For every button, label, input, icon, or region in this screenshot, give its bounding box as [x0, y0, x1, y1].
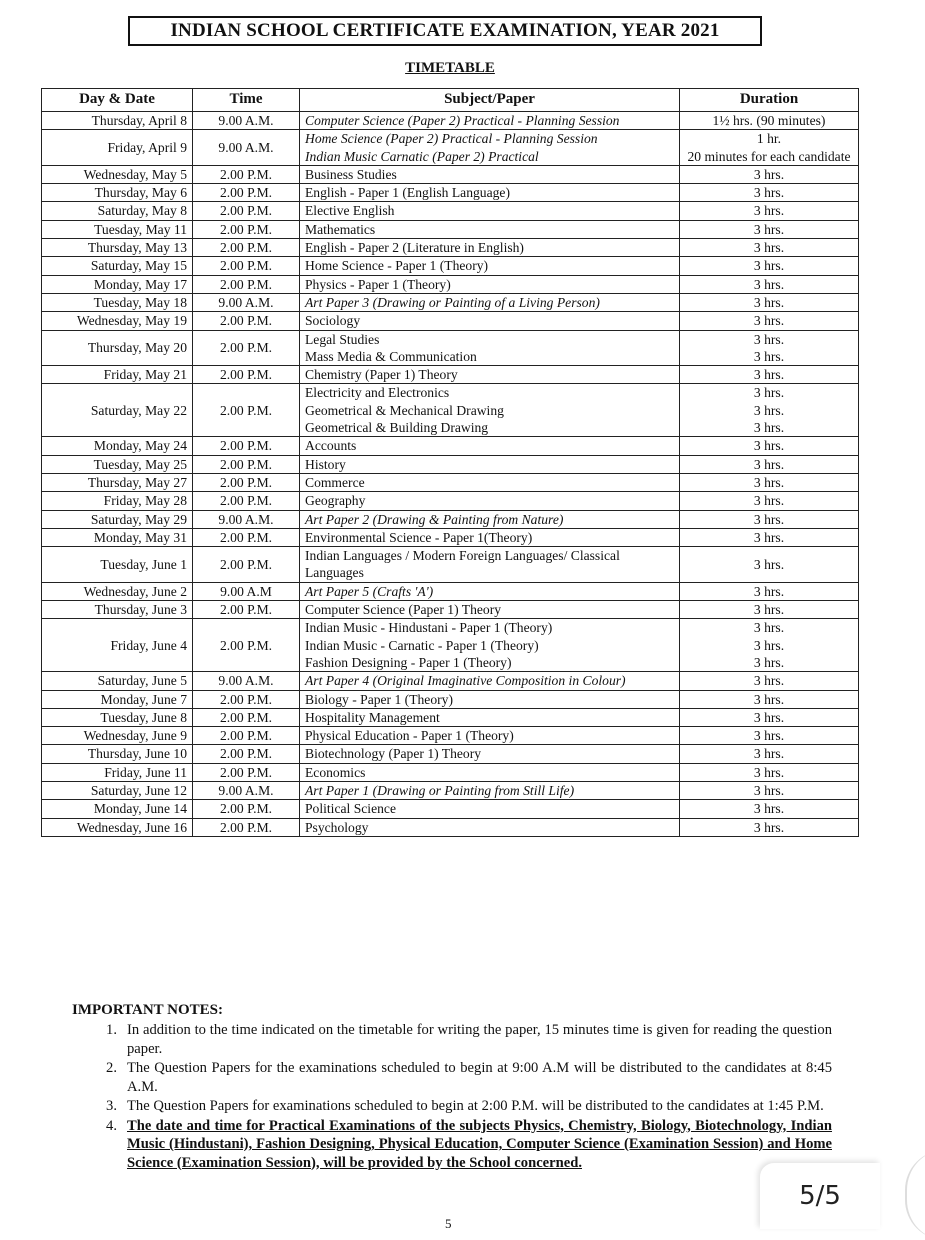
subject-line: Psychology [305, 819, 369, 835]
duration-line: 3 hrs. [753, 294, 785, 310]
cell-day-date: Thursday, May 20 [42, 330, 193, 366]
table-row [42, 384, 859, 437]
page-counter: 5/5 [760, 1163, 880, 1229]
table-row [42, 800, 859, 818]
subject-line: Home Science (Paper 2) Practical - Planning Session [305, 131, 598, 147]
cell-subject [300, 690, 680, 708]
note-text: In addition to the time indicated on the timetable for writing the paper, 15 minutes time is given for reading the question paper. [127, 1022, 832, 1057]
cell-day-date: Friday, April 9 [42, 130, 193, 166]
duration-line: 3 hrs. [753, 420, 785, 436]
duration-line: 3 hrs. [753, 474, 785, 490]
cell-duration [680, 239, 859, 257]
cell-day-date: Monday, May 31 [42, 528, 193, 546]
subject-line: Geography [305, 493, 366, 509]
note-text: The Question Papers for examinations scheduled to begin at 2:00 P.M. will be distributed to the candidates at 1:45 P.M. [127, 1098, 824, 1114]
note-text: The Question Papers for the examinations scheduled to begin at 9:00 A.M will be distributed to the candidates at 8:45 A.M. [127, 1060, 832, 1095]
subject-line: Art Paper 4 (Original Imaginative Composition in Colour) [305, 673, 626, 689]
cell-subject [300, 708, 680, 726]
subject-line: Economics [305, 764, 366, 780]
duration-line: 3 hrs. [753, 385, 785, 401]
cell-time: 2.00 P.M. [193, 384, 300, 437]
subject-line: Sociology [305, 313, 361, 329]
table-row [42, 112, 859, 130]
cell-time: 2.00 P.M. [193, 690, 300, 708]
cell-day-date: Wednesday, June 2 [42, 582, 193, 600]
cell-day-date: Tuesday, May 11 [42, 220, 193, 238]
cell-duration [680, 112, 859, 130]
table-row [42, 437, 859, 455]
cell-day-date: Thursday, May 27 [42, 473, 193, 491]
cell-subject [300, 239, 680, 257]
duration-line: 3 hrs. [753, 654, 785, 670]
duration-line: 3 hrs. [753, 709, 785, 725]
duration-line: 3 hrs. [753, 529, 785, 545]
cell-day-date: Monday, June 14 [42, 800, 193, 818]
cell-duration [680, 202, 859, 220]
duration-line: 3 hrs. [753, 782, 785, 798]
subject-line: Elective English [305, 203, 395, 219]
table-header-row [42, 89, 859, 112]
table-row [42, 619, 859, 672]
cell-time: 2.00 P.M. [193, 202, 300, 220]
table-row [42, 601, 859, 619]
table-row [42, 202, 859, 220]
subject-line: Accounts [305, 438, 357, 454]
cell-time: 9.00 A.M. [193, 112, 300, 130]
cell-subject [300, 165, 680, 183]
cell-time: 2.00 P.M. [193, 330, 300, 366]
cell-subject [300, 455, 680, 473]
notes-list [72, 1021, 832, 1172]
table-row [42, 293, 859, 311]
cell-subject [300, 312, 680, 330]
cell-time: 2.00 P.M. [193, 601, 300, 619]
cell-duration [680, 528, 859, 546]
cell-subject [300, 437, 680, 455]
subject-line: Environmental Science - Paper 1(Theory) [305, 529, 533, 545]
table-row [42, 257, 859, 275]
duration-line: 1½ hrs. (90 minutes) [712, 113, 826, 128]
table-row [42, 492, 859, 510]
cell-day-date: Thursday, June 3 [42, 601, 193, 619]
viewer-edge [905, 1150, 925, 1240]
cell-time: 2.00 P.M. [193, 619, 300, 672]
cell-duration [680, 366, 859, 384]
subject-line: Indian Music - Hindustani - Paper 1 (Theory) [305, 620, 553, 636]
cell-duration [680, 745, 859, 763]
cell-day-date: Monday, June 7 [42, 690, 193, 708]
duration-line: 3 hrs. [753, 258, 785, 274]
document-title: INDIAN SCHOOL CERTIFICATE EXAMINATION, YEAR 2021 [128, 16, 762, 46]
table-row [42, 312, 859, 330]
cell-time: 9.00 A.M [193, 582, 300, 600]
duration-line: 3 hrs. [753, 240, 785, 256]
cell-time: 2.00 P.M. [193, 745, 300, 763]
table-row [42, 818, 859, 836]
cell-day-date: Wednesday, May 19 [42, 312, 193, 330]
duration-line: 3 hrs. [753, 166, 785, 182]
duration-line: 3 hrs. [753, 511, 785, 527]
column-header-day: Day & Date [42, 89, 193, 112]
duration-line: 3 hrs. [753, 402, 785, 418]
table-row [42, 455, 859, 473]
cell-duration [680, 818, 859, 836]
subject-line: Business Studies [305, 166, 397, 182]
note-number: 1. [106, 1022, 117, 1038]
cell-day-date: Saturday, May 8 [42, 202, 193, 220]
cell-time: 9.00 A.M. [193, 510, 300, 528]
cell-duration [680, 619, 859, 672]
duration-line: 3 hrs. [753, 348, 785, 364]
cell-day-date: Tuesday, May 25 [42, 455, 193, 473]
table-row [42, 366, 859, 384]
table-row [42, 330, 859, 366]
cell-time: 2.00 P.M. [193, 818, 300, 836]
subject-line: Mathematics [305, 221, 376, 237]
subject-line: Chemistry (Paper 1) Theory [305, 367, 458, 383]
notes-heading: IMPORTANT NOTES: [72, 1002, 224, 1018]
subject-line: Biology - Paper 1 (Theory) [305, 691, 453, 707]
cell-time: 2.00 P.M. [193, 473, 300, 491]
cell-day-date: Tuesday, June 8 [42, 708, 193, 726]
cell-duration [680, 330, 859, 366]
table-row [42, 239, 859, 257]
cell-day-date: Thursday, May 13 [42, 239, 193, 257]
cell-subject [300, 366, 680, 384]
duration-line: 3 hrs. [753, 313, 785, 329]
cell-day-date: Saturday, May 22 [42, 384, 193, 437]
cell-duration [680, 455, 859, 473]
cell-subject [300, 510, 680, 528]
cell-subject [300, 781, 680, 799]
duration-line: 3 hrs. [753, 673, 785, 689]
cell-subject [300, 672, 680, 690]
cell-duration [680, 781, 859, 799]
duration-line: 3 hrs. [753, 764, 785, 780]
subject-line: Fashion Designing - Paper 1 (Theory) [305, 654, 512, 670]
cell-time: 2.00 P.M. [193, 763, 300, 781]
column-header-duration: Duration [680, 89, 859, 112]
cell-duration [680, 601, 859, 619]
cell-time: 2.00 P.M. [193, 437, 300, 455]
subject-line: Art Paper 1 (Drawing or Painting from Still Life) [305, 782, 575, 798]
cell-subject [300, 528, 680, 546]
duration-line: 1 hr. [756, 131, 782, 147]
cell-subject [300, 818, 680, 836]
cell-time: 2.00 P.M. [193, 800, 300, 818]
cell-subject [300, 601, 680, 619]
cell-day-date: Wednesday, May 5 [42, 165, 193, 183]
cell-subject [300, 745, 680, 763]
cell-day-date: Tuesday, May 18 [42, 293, 193, 311]
cell-subject [300, 275, 680, 293]
table-row [42, 708, 859, 726]
cell-duration [680, 130, 859, 166]
subject-line: Physical Education - Paper 1 (Theory) [305, 728, 514, 744]
table-row [42, 473, 859, 491]
duration-line: 3 hrs. [753, 746, 785, 762]
cell-day-date: Saturday, June 12 [42, 781, 193, 799]
cell-day-date: Wednesday, June 16 [42, 818, 193, 836]
duration-line: 3 hrs. [753, 691, 785, 707]
table-row [42, 690, 859, 708]
note-item [72, 1059, 832, 1096]
cell-day-date: Tuesday, June 1 [42, 547, 193, 583]
cell-time: 9.00 A.M. [193, 781, 300, 799]
subject-line: Indian Languages / Modern Foreign Languages/ Classical Languages [305, 548, 620, 581]
cell-subject [300, 492, 680, 510]
cell-day-date: Thursday, April 8 [42, 112, 193, 130]
cell-duration [680, 312, 859, 330]
note-number: 4. [106, 1117, 117, 1134]
cell-time: 2.00 P.M. [193, 366, 300, 384]
table-row [42, 781, 859, 799]
cell-subject [300, 220, 680, 238]
subject-line: Computer Science (Paper 2) Practical - Planning Session [305, 113, 620, 128]
cell-time: 2.00 P.M. [193, 528, 300, 546]
cell-subject [300, 763, 680, 781]
cell-duration [680, 293, 859, 311]
note-text: The date and time for Practical Examinations of the subjects Physics, Chemistry, Biology, Biotechnology, Indian Music (Hindustani), Fashion Designing, Physical Education, Computer Science (Examination Session) and Home Science (Examination Session), will be provided by the School concerned. [127, 1117, 832, 1171]
cell-time: 2.00 P.M. [193, 547, 300, 583]
subject-line: Geometrical & Mechanical Drawing [305, 402, 504, 418]
cell-duration [680, 763, 859, 781]
subject-line: Indian Music - Carnatic - Paper 1 (Theory) [305, 637, 539, 653]
subject-line: Electricity and Electronics [305, 385, 450, 401]
table-row [42, 582, 859, 600]
duration-line: 3 hrs. [753, 583, 785, 599]
cell-subject [300, 330, 680, 366]
duration-line: 3 hrs. [753, 620, 785, 636]
cell-day-date: Thursday, June 10 [42, 745, 193, 763]
timetable-heading: TIMETABLE [405, 60, 495, 76]
cell-duration [680, 275, 859, 293]
cell-time: 2.00 P.M. [193, 220, 300, 238]
cell-time: 2.00 P.M. [193, 257, 300, 275]
cell-subject [300, 384, 680, 437]
cell-duration [680, 492, 859, 510]
table-row [42, 547, 859, 583]
cell-subject [300, 130, 680, 166]
duration-line: 20 minutes for each candidate [687, 148, 851, 164]
cell-day-date: Monday, May 24 [42, 437, 193, 455]
cell-day-date: Wednesday, June 9 [42, 727, 193, 745]
subject-line: Mass Media & Communication [305, 348, 477, 364]
duration-line: 3 hrs. [753, 493, 785, 509]
cell-duration [680, 184, 859, 202]
duration-line: 3 hrs. [753, 221, 785, 237]
cell-duration [680, 473, 859, 491]
duration-line: 3 hrs. [753, 637, 785, 653]
cell-duration [680, 257, 859, 275]
subject-line: Hospitality Management [305, 709, 440, 725]
cell-duration [680, 384, 859, 437]
cell-duration [680, 547, 859, 583]
table-row [42, 275, 859, 293]
cell-day-date: Saturday, June 5 [42, 672, 193, 690]
cell-subject [300, 800, 680, 818]
note-item [72, 1097, 832, 1116]
cell-duration [680, 220, 859, 238]
cell-subject [300, 257, 680, 275]
table-row [42, 745, 859, 763]
subject-line: Indian Music Carnatic (Paper 2) Practical [305, 148, 539, 164]
subject-line: Computer Science (Paper 1) Theory [305, 602, 502, 618]
duration-line: 3 hrs. [753, 276, 785, 292]
important-notes [72, 1002, 832, 1173]
note-item [72, 1117, 832, 1173]
cell-subject [300, 619, 680, 672]
cell-time: 2.00 P.M. [193, 239, 300, 257]
subject-line: Political Science [305, 801, 396, 817]
cell-duration [680, 582, 859, 600]
duration-line: 3 hrs. [753, 556, 785, 572]
subject-line: Geometrical & Building Drawing [305, 420, 489, 436]
subject-line: History [305, 456, 346, 472]
subject-line: Art Paper 2 (Drawing & Painting from Nature) [305, 511, 564, 527]
cell-duration [680, 510, 859, 528]
cell-time: 2.00 P.M. [193, 312, 300, 330]
cell-day-date: Friday, May 21 [42, 366, 193, 384]
subject-line: English - Paper 1 (English Language) [305, 185, 510, 201]
duration-line: 3 hrs. [753, 203, 785, 219]
duration-line: 3 hrs. [753, 438, 785, 454]
cell-day-date: Monday, May 17 [42, 275, 193, 293]
cell-time: 2.00 P.M. [193, 492, 300, 510]
table-row [42, 220, 859, 238]
subject-line: Home Science - Paper 1 (Theory) [305, 258, 489, 274]
cell-duration [680, 690, 859, 708]
subject-line: Art Paper 5 (Crafts 'A') [305, 583, 434, 599]
table-row [42, 528, 859, 546]
table-row [42, 165, 859, 183]
cell-duration [680, 727, 859, 745]
cell-day-date: Friday, May 28 [42, 492, 193, 510]
duration-line: 3 hrs. [753, 801, 785, 817]
duration-line: 3 hrs. [753, 367, 785, 383]
cell-time: 2.00 P.M. [193, 708, 300, 726]
duration-line: 3 hrs. [753, 331, 785, 347]
cell-duration [680, 708, 859, 726]
duration-line: 3 hrs. [753, 602, 785, 618]
cell-subject [300, 547, 680, 583]
note-number: 2. [106, 1060, 117, 1076]
table-row [42, 672, 859, 690]
cell-time: 9.00 A.M. [193, 130, 300, 166]
column-header-time: Time [193, 89, 300, 112]
subject-line: Biotechnology (Paper 1) Theory [305, 746, 482, 762]
duration-line: 3 hrs. [753, 185, 785, 201]
duration-line: 3 hrs. [753, 819, 785, 835]
cell-subject [300, 473, 680, 491]
page-number: 5 [445, 1216, 452, 1231]
cell-subject [300, 293, 680, 311]
cell-time: 2.00 P.M. [193, 275, 300, 293]
timetable-body [42, 112, 859, 837]
cell-duration [680, 437, 859, 455]
cell-time: 2.00 P.M. [193, 727, 300, 745]
table-row [42, 763, 859, 781]
cell-duration [680, 672, 859, 690]
cell-subject [300, 202, 680, 220]
duration-line: 3 hrs. [753, 456, 785, 472]
subject-line: English - Paper 2 (Literature in English) [305, 240, 524, 256]
column-header-subject: Subject/Paper [300, 89, 680, 112]
cell-time: 9.00 A.M. [193, 672, 300, 690]
subject-line: Physics - Paper 1 (Theory) [305, 276, 451, 292]
cell-day-date: Thursday, May 6 [42, 184, 193, 202]
subject-line: Commerce [305, 474, 365, 490]
cell-time: 9.00 A.M. [193, 293, 300, 311]
cell-day-date: Saturday, May 29 [42, 510, 193, 528]
cell-day-date: Saturday, May 15 [42, 257, 193, 275]
cell-subject [300, 112, 680, 130]
duration-line: 3 hrs. [753, 728, 785, 744]
note-number: 3. [106, 1098, 117, 1114]
note-item [72, 1021, 832, 1058]
cell-day-date: Friday, June 11 [42, 763, 193, 781]
cell-subject [300, 184, 680, 202]
subject-line: Art Paper 3 (Drawing or Painting of a Living Person) [305, 294, 600, 310]
table-row [42, 727, 859, 745]
cell-time: 2.00 P.M. [193, 184, 300, 202]
cell-day-date: Friday, June 4 [42, 619, 193, 672]
table-row [42, 510, 859, 528]
table-row [42, 184, 859, 202]
cell-duration [680, 165, 859, 183]
timetable-table [41, 88, 859, 837]
cell-subject [300, 582, 680, 600]
subject-line: Legal Studies [305, 331, 380, 347]
cell-subject [300, 727, 680, 745]
table-row [42, 130, 859, 166]
cell-time: 2.00 P.M. [193, 165, 300, 183]
cell-duration [680, 800, 859, 818]
cell-time: 2.00 P.M. [193, 455, 300, 473]
